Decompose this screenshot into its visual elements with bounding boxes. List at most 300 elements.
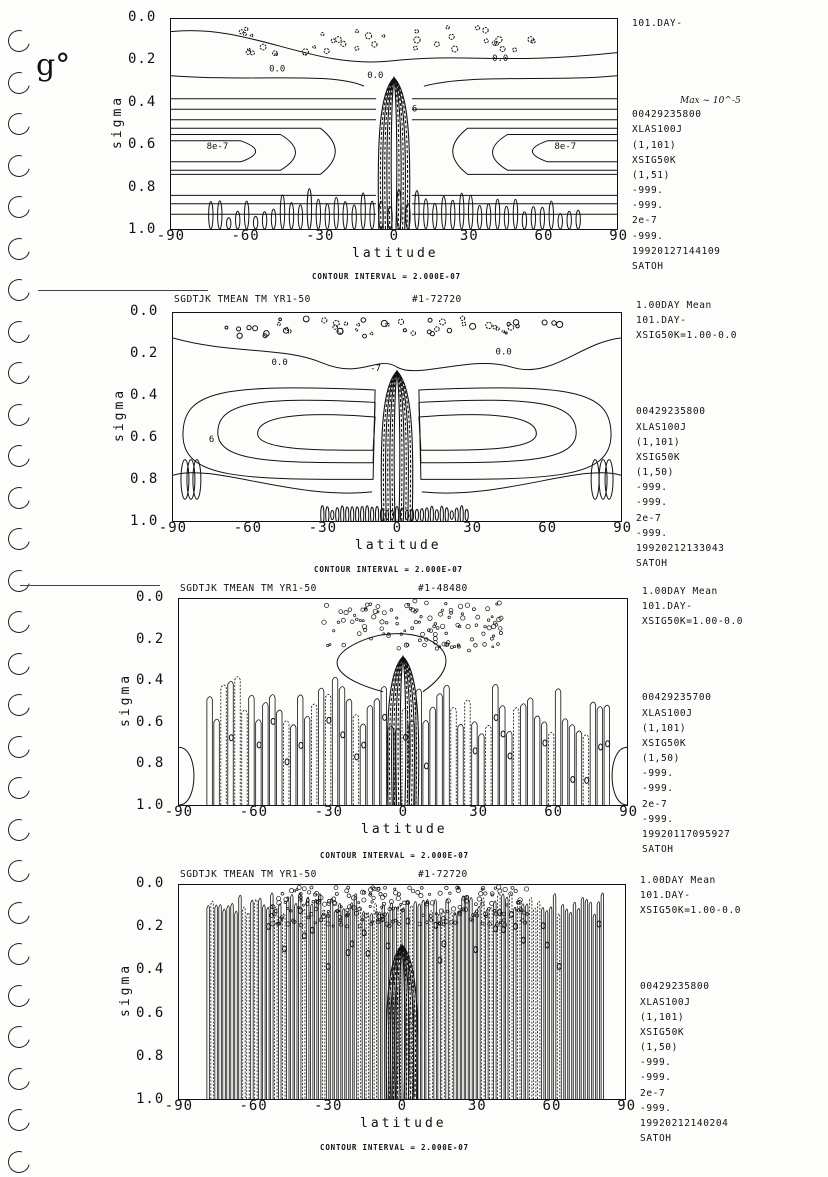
- contour-column: [604, 705, 609, 805]
- contour-loop: [415, 30, 419, 34]
- contour-loop: [310, 927, 314, 933]
- contour-loop: [402, 901, 406, 905]
- binder-hole: [4, 399, 34, 429]
- contour-loop: [454, 921, 457, 924]
- contour-loop: [362, 742, 366, 748]
- contour-loop: [446, 26, 449, 29]
- contour-loop: [296, 889, 298, 891]
- contour-loop: [366, 950, 370, 956]
- contour-loop: [358, 924, 362, 928]
- contour-loop: [439, 922, 441, 924]
- metadata-line: -999.: [642, 783, 674, 795]
- binder-hole: [4, 1063, 34, 1093]
- contour-loop: [348, 608, 352, 612]
- contour-loop: [371, 507, 374, 521]
- x-tick-label: 60: [544, 804, 564, 820]
- contour-loop: [337, 621, 340, 624]
- contour-loop: [329, 644, 331, 646]
- contour-column: [242, 710, 247, 805]
- metadata-line: 2e-7: [640, 1087, 666, 1099]
- contour-loop: [493, 325, 497, 329]
- contour-column: [374, 699, 379, 805]
- contour-line: [612, 747, 627, 805]
- contour-column: [287, 900, 289, 1099]
- contour-loop: [338, 915, 342, 919]
- contour-loop: [576, 210, 580, 229]
- contour-loop: [352, 205, 356, 229]
- contour-loop: [508, 753, 512, 759]
- x-tick-label: -90: [158, 520, 188, 536]
- contour-loop: [342, 643, 346, 647]
- contour-column: [358, 907, 360, 1099]
- x-tick-label: -30: [314, 804, 344, 820]
- y-tick-label: 1.0: [136, 1091, 165, 1107]
- binder-hole: [4, 192, 34, 222]
- contour-column: [259, 898, 261, 1099]
- contour-loop: [465, 603, 469, 607]
- contour-loop: [571, 776, 575, 782]
- contour-loop: [599, 460, 607, 500]
- contour-loop: [384, 886, 387, 889]
- contour-loop: [365, 603, 369, 607]
- contour-column: [294, 903, 296, 1099]
- contour-loop: [521, 937, 525, 943]
- contour-loop: [483, 28, 488, 33]
- contour-loop: [380, 627, 384, 631]
- contour-column: [263, 905, 265, 1099]
- contour-column: [381, 686, 386, 805]
- contour-loop: [351, 507, 354, 521]
- y-axis-label: sigma: [118, 672, 133, 727]
- binder-hole: [4, 1105, 34, 1135]
- contour-loop: [357, 323, 360, 326]
- contour-loop: [340, 906, 342, 908]
- contour-column: [366, 912, 368, 1099]
- contour-interval-caption: CONTOUR INTERVAL = 2.000E-07: [314, 565, 463, 574]
- contour-loop: [341, 41, 346, 46]
- y-tick-label: 0.8: [136, 755, 165, 772]
- contour-loop: [428, 893, 430, 895]
- contour-loop: [436, 627, 439, 630]
- contour-loop: [433, 637, 437, 641]
- contour-column: [565, 909, 567, 1099]
- contour-line: [391, 78, 397, 229]
- contour-column: [251, 900, 253, 1099]
- x-tick-label: 90: [613, 520, 633, 536]
- contour-loop: [435, 42, 440, 47]
- contour-column: [510, 893, 512, 1099]
- contour-loop: [416, 890, 420, 894]
- contour-loop: [476, 26, 480, 30]
- contour-loop: [271, 209, 275, 229]
- contour-loop: [468, 649, 471, 652]
- binder-hole: [4, 150, 34, 180]
- contour-loop: [347, 905, 351, 909]
- contour-loop: [376, 887, 380, 891]
- metadata-line: (1,50): [642, 753, 680, 765]
- contour-column: [338, 903, 340, 1099]
- metadata-line: [636, 389, 737, 404]
- metadata-line: (1,101): [640, 1011, 685, 1023]
- contour-loop: [460, 193, 464, 229]
- contour-loop: [505, 332, 507, 334]
- x-tick-label: 60: [538, 520, 558, 536]
- contour-loop: [470, 638, 473, 641]
- metadata-line: [642, 630, 743, 645]
- binder-hole: [4, 109, 34, 139]
- contour-value-label: 0.0: [271, 358, 288, 368]
- x-axis-label: latitude: [360, 1116, 447, 1131]
- contour-column: [275, 907, 277, 1099]
- contour-column: [549, 907, 551, 1099]
- contour-line: [383, 78, 406, 229]
- contour-line: [171, 135, 295, 171]
- contour-loop: [484, 892, 487, 895]
- y-tick-label: 0.4: [128, 93, 157, 110]
- contour-interval-caption: CONTOUR INTERVAL = 2.000E-07: [320, 851, 469, 860]
- metadata-line: [640, 964, 741, 979]
- y-tick-label: 1.0: [130, 513, 159, 529]
- contour-loop: [434, 623, 437, 626]
- contour-loop: [314, 922, 316, 924]
- run-metadata: [636, 298, 737, 571]
- contour-column: [270, 695, 275, 805]
- metadata-line: 1.00DAY Mean: [642, 586, 718, 597]
- panel-header-title: SGDTJK TMEAN TM YR1-50: [174, 294, 311, 305]
- contour-loop: [369, 603, 372, 606]
- contour-column: [555, 689, 560, 805]
- contour-loop: [350, 941, 354, 947]
- contour-loop: [419, 893, 423, 897]
- contour-loop: [372, 896, 375, 899]
- metadata-line: [632, 46, 720, 61]
- contour-line: [173, 338, 621, 371]
- contour-loop: [390, 609, 393, 612]
- contour-loop: [335, 892, 338, 895]
- contour-loop: [403, 329, 406, 332]
- metadata-line: [636, 359, 737, 374]
- x-tick-label: 60: [534, 228, 554, 244]
- contour-loop: [359, 619, 361, 621]
- contour-column: [470, 898, 472, 1099]
- metadata-line: 19920212140204: [640, 1118, 729, 1129]
- contour-column: [249, 695, 254, 805]
- metadata-line: XSIG50K=1.00-0.0: [642, 616, 744, 628]
- contour-loop: [326, 964, 330, 970]
- contour-column: [263, 702, 268, 805]
- contour-loop: [473, 748, 477, 754]
- contour-loop: [477, 206, 481, 229]
- y-tick-label: 0.8: [130, 471, 159, 487]
- run-metadata: [632, 16, 720, 274]
- contour-loop: [504, 206, 508, 229]
- contour-column: [228, 681, 233, 805]
- contour-column: [472, 722, 477, 805]
- contour-loop: [479, 892, 483, 896]
- contour-loop: [336, 37, 342, 43]
- contour-loop: [353, 614, 355, 616]
- contour-interval-caption: CONTOUR INTERVAL = 2.000E-07: [312, 272, 461, 281]
- contour-loop: [380, 620, 384, 624]
- contour-column: [533, 908, 535, 1099]
- binder-holes: [0, 0, 40, 1167]
- contour-loop: [501, 731, 505, 737]
- x-tick-label: -30: [306, 228, 335, 244]
- x-tick-label: 90: [617, 1098, 637, 1114]
- metadata-line: -999.: [642, 813, 674, 825]
- contour-loop: [303, 316, 309, 322]
- contour-loop: [310, 886, 313, 889]
- contour-column: [378, 912, 380, 1099]
- binder-hole: [4, 358, 34, 388]
- metadata-line: 101.DAY-: [636, 315, 687, 327]
- contour-loop: [435, 510, 438, 521]
- contour-loop: [279, 318, 282, 321]
- contour-column: [525, 904, 527, 1099]
- contour-column: [256, 720, 261, 805]
- contour-loop: [343, 202, 347, 229]
- contour-column: [362, 912, 364, 1099]
- contour-column: [314, 899, 316, 1099]
- x-tick-label: -90: [164, 1098, 194, 1114]
- contour-column: [438, 914, 440, 1099]
- contour-column: [597, 902, 599, 1099]
- metadata-line: XSIG50K: [636, 451, 681, 463]
- contour-loop: [430, 506, 433, 521]
- contour-column: [235, 911, 237, 1099]
- contour-column: [462, 896, 464, 1099]
- contour-column: [527, 698, 532, 805]
- contour-column: [573, 902, 575, 1099]
- metadata-line: [642, 645, 743, 660]
- contour-loop: [424, 763, 428, 769]
- contour-loop: [429, 915, 432, 918]
- contour-loop: [542, 320, 547, 325]
- contour-line: [398, 657, 408, 805]
- contour-loop: [524, 887, 528, 891]
- binder-hole: [4, 482, 34, 512]
- contour-loop: [397, 893, 400, 896]
- contour-loop: [371, 901, 373, 903]
- contour-loop: [496, 37, 502, 43]
- y-axis-label: sigma: [110, 94, 125, 149]
- metadata-line: SATOH: [636, 558, 668, 570]
- x-axis-label: latitude: [361, 822, 448, 837]
- handwritten-mark: g°: [36, 48, 71, 83]
- contour-column: [474, 912, 476, 1099]
- contour-loop: [514, 923, 518, 929]
- contour-column: [442, 910, 444, 1099]
- contour-loop: [445, 508, 448, 521]
- contour-loop: [438, 891, 442, 895]
- contour-loop: [441, 609, 443, 611]
- contour-loop: [365, 33, 371, 39]
- metadata-line: [640, 934, 741, 949]
- contour-loop: [362, 898, 366, 902]
- contour-loop: [346, 950, 350, 956]
- contour-column: [514, 708, 519, 805]
- x-tick-label: 90: [619, 804, 639, 820]
- contour-loop: [321, 33, 324, 36]
- metadata-line: -999.: [632, 185, 664, 197]
- contour-loop: [451, 907, 455, 911]
- contour-loop: [382, 35, 385, 38]
- metadata-line: (1,51): [632, 169, 670, 181]
- binder-hole: [4, 607, 34, 637]
- contour-column: [577, 908, 579, 1099]
- contour-column: [221, 685, 226, 805]
- metadata-line: -999.: [640, 1102, 672, 1114]
- contour-loop: [404, 630, 406, 632]
- cut-line: [20, 585, 160, 586]
- contour-loop: [334, 886, 338, 890]
- contour-loop: [450, 646, 453, 649]
- metadata-line: 00429235800: [640, 981, 710, 993]
- metadata-line: -999.: [636, 497, 668, 509]
- contour-loop: [452, 46, 458, 52]
- contour-loop: [346, 507, 349, 521]
- metadata-line: (1,101): [632, 139, 677, 151]
- contour-loop: [276, 897, 280, 901]
- metadata-line: [632, 31, 720, 46]
- contour-plot: [179, 599, 627, 805]
- contour-loop: [267, 924, 271, 930]
- metadata-line: -999.: [632, 230, 664, 242]
- contour-loop: [361, 608, 365, 611]
- contour-loop: [381, 906, 383, 908]
- contour-column: [322, 909, 324, 1099]
- contour-value-label: 0.0: [367, 70, 384, 81]
- contour-column: [426, 899, 428, 1099]
- contour-loop: [442, 642, 446, 646]
- contour-loop: [258, 415, 375, 451]
- contour-column: [255, 899, 257, 1099]
- contour-column: [284, 721, 289, 805]
- contour-loop: [298, 205, 302, 229]
- contour-loop: [510, 911, 514, 917]
- contour-column: [277, 710, 282, 805]
- handwritten-note: Max ~ 10^-5: [680, 96, 741, 106]
- contour-column: [490, 908, 492, 1099]
- y-tick-label: 0.6: [130, 429, 159, 445]
- contour-loop: [355, 329, 357, 331]
- contour-loop: [280, 195, 284, 229]
- x-axis-label: latitude: [355, 538, 442, 553]
- binder-hole: [4, 26, 34, 56]
- binder-hole: [4, 524, 34, 554]
- contour-loop: [429, 629, 433, 633]
- contour-column: [332, 677, 337, 805]
- contour-column: [330, 898, 332, 1099]
- contour-loop: [449, 34, 454, 39]
- contour-loop: [466, 624, 470, 628]
- contour-loop: [341, 618, 345, 622]
- x-tick-label: 60: [542, 1098, 562, 1114]
- x-tick-label: -60: [239, 1098, 268, 1114]
- metadata-line: 1.00DAY Mean: [636, 300, 712, 311]
- panel-header-run: #1-72720: [412, 294, 462, 305]
- contour-loop: [397, 907, 399, 909]
- metadata-line: -999.: [642, 768, 674, 780]
- contour-loop: [475, 624, 478, 627]
- binder-hole: [4, 897, 34, 927]
- contour-value-label: 8e-7: [206, 142, 229, 153]
- contour-column: [466, 895, 468, 1099]
- contour-loop: [396, 622, 399, 625]
- contour-loop: [379, 892, 382, 895]
- contour-loop: [413, 599, 417, 603]
- contour-column: [517, 900, 519, 1099]
- contour-loop: [370, 332, 373, 335]
- contour-loop: [503, 887, 507, 891]
- binder-hole: [4, 67, 34, 97]
- contour-loop: [585, 777, 589, 783]
- contour-column: [561, 904, 563, 1099]
- binder-hole: [4, 233, 34, 263]
- metadata-line: 00429235700: [642, 692, 712, 704]
- metadata-line: -999.: [632, 200, 664, 212]
- contour-loop: [438, 957, 442, 963]
- contour-loop: [324, 603, 328, 607]
- metadata-line: [636, 374, 737, 389]
- contour-loop: [396, 617, 398, 619]
- contour-column: [326, 913, 328, 1099]
- contour-loop: [470, 323, 476, 329]
- metadata-line: 00429235800: [632, 109, 702, 121]
- contour-column: [545, 911, 547, 1099]
- contour-column: [562, 719, 567, 805]
- binder-hole: [4, 773, 34, 803]
- y-tick-label: 1.0: [128, 221, 157, 237]
- contour-loop: [289, 889, 293, 893]
- y-tick-label: 0.4: [136, 672, 165, 689]
- contour-loop: [428, 616, 432, 620]
- contour-column: [370, 913, 372, 1099]
- contour-loop: [244, 27, 247, 30]
- contour-loop: [411, 627, 414, 630]
- contour-loop: [491, 616, 493, 618]
- cut-line: [38, 290, 208, 291]
- contour-loop: [494, 887, 496, 889]
- contour-loop: [394, 888, 396, 890]
- contour-column: [339, 687, 344, 805]
- contour-loop: [435, 327, 440, 332]
- contour-column: [346, 699, 351, 805]
- y-tick-label: 0.4: [136, 961, 165, 978]
- contour-loop: [277, 322, 280, 325]
- binder-hole: [4, 731, 34, 761]
- contour-column: [534, 716, 539, 805]
- contour-loop: [229, 735, 233, 741]
- contour-column: [444, 685, 449, 805]
- metadata-line: -999.: [636, 527, 668, 539]
- contour-loop: [442, 196, 446, 229]
- contour-column: [291, 725, 296, 805]
- contour-loop: [545, 942, 549, 948]
- contour-column: [334, 910, 336, 1099]
- contour-value-label: -7: [370, 364, 381, 375]
- contour-column: [243, 907, 245, 1099]
- contour-loop: [502, 927, 506, 933]
- contour-loop: [382, 611, 386, 615]
- contour-loop: [331, 510, 334, 519]
- contour-loop: [440, 506, 443, 521]
- contour-loop: [483, 643, 487, 647]
- contour-loop: [396, 896, 400, 900]
- contour-loop: [331, 39, 335, 43]
- metadata-line: 2e-7: [632, 215, 658, 227]
- metadata-line: XLAS100J: [640, 996, 691, 1008]
